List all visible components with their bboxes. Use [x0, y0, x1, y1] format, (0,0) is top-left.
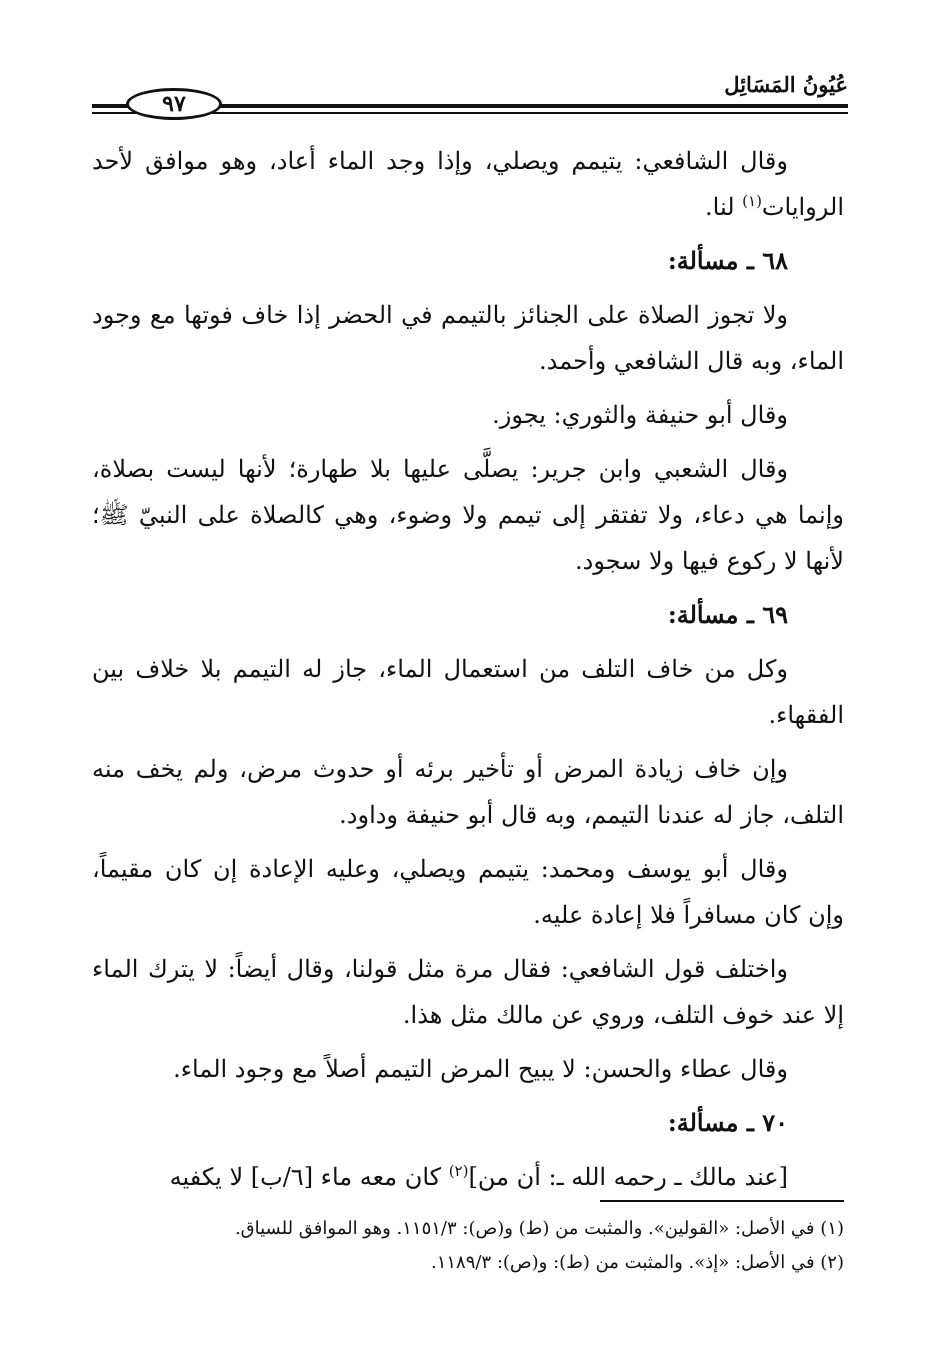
issue-heading-69: ٦٩ ـ مسألة:	[667, 600, 788, 629]
page-number: ٩٧	[126, 88, 222, 120]
paragraph-text: كان معه ماء [٦/ب] لا يكفيه	[169, 1163, 449, 1191]
footnote-2: (٢) في الأصل: «إذ». والمثبت من (ط): و(ص): ١١٨٩/٣.	[430, 1252, 844, 1273]
paragraph: وقال أبو حنيفة والثوري: يجوز.	[492, 401, 788, 429]
page-body	[92, 138, 844, 1208]
running-title: عُيُونُ المَسَائِل	[724, 72, 848, 97]
paragraph: وقال عطاء والحسن: لا يبيح المرض التيمم أصلاً مع وجود الماء.	[173, 1055, 788, 1083]
paragraph-malik	[92, 1154, 844, 1200]
issue-heading-70: ٧٠ ـ مسألة:	[667, 1108, 788, 1137]
page-header	[92, 70, 848, 122]
paragraph: وكل من خاف التلف من استعمال الماء، جاز له التيمم بلا خلاف بين الفقهاء.	[92, 655, 844, 729]
footnote-ref-2: (٢)	[448, 1162, 469, 1180]
paragraph: واختلف قول الشافعي: فقال مرة مثل قولنا، وقال أيضاً: لا يترك الماء إلا عند خوف التلف، وروي عن مالك مثل هذا.	[92, 955, 844, 1029]
issue-heading-68: ٦٨ ـ مسألة:	[667, 246, 788, 275]
paragraph: وقال أبو يوسف ومحمد: يتيمم ويصلي، وعليه الإعادة إن كان مقيماً، وإن كان مسافراً فلا إعادة عليه.	[92, 855, 844, 929]
paragraph-text: وقال الشافعي: يتيمم ويصلي، وإذا وجد الماء أعاد، وهو موافق لأحد الروايات	[92, 147, 844, 221]
paragraph: وقال الشعبي وابن جرير: يصلَّى عليها بلا طهارة؛ لأنها ليست بصلاة، وإنما هي دعاء، ولا تفتقر إلى تيمم ولا وضوء، وهي كالصلاة على النبيّ ﷺ؛ لأنها لا ركوع فيها ولا سجود.	[92, 455, 844, 575]
footnotes	[92, 1212, 844, 1280]
paragraph-text: لنا.	[705, 193, 743, 221]
paragraph-shafii	[92, 138, 844, 230]
paragraph: ولا تجوز الصلاة على الجنائز بالتيمم في الحضر إذا خاف فوتها مع وجود الماء، وبه قال الشافعي وأحمد.	[92, 301, 844, 375]
footnote-separator	[600, 1200, 844, 1202]
paragraph-text: [عند مالك ـ رحمه الله ـ: أن من]	[468, 1163, 788, 1191]
footnote-ref-1: (١)	[742, 192, 762, 210]
footnote-1: (١) في الأصل: «القولين». والمثبت من (ط) و(ص): ١١٥١/٣. وهو الموافق للسياق.	[234, 1218, 844, 1239]
paragraph: وإن خاف زيادة المرض أو تأخير برئه أو حدوث مرض، ولم يخف منه التلف، جاز له عندنا التيمم، وبه قال أبو حنيفة وداود.	[92, 755, 844, 829]
